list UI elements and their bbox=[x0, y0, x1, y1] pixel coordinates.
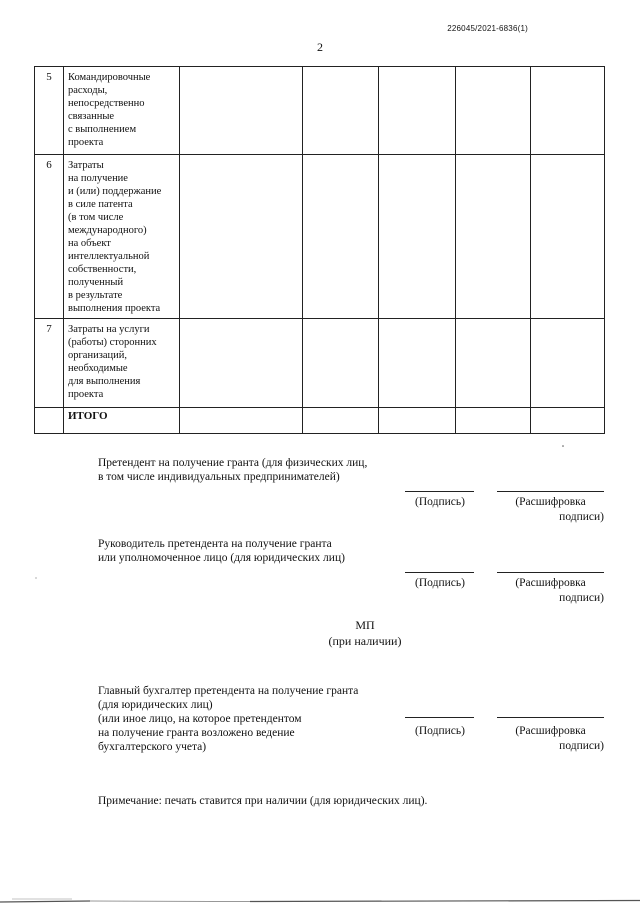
total-label: ИТОГО bbox=[64, 408, 180, 434]
row-number: 5 bbox=[35, 67, 64, 155]
footnote: Примечание: печать ставится при наличии (для юридических лиц). bbox=[98, 795, 428, 807]
row-number: 7 bbox=[35, 319, 64, 408]
row-label: Затраты на получение и (или) поддержание в силе патента (в том числе международного) на объект интеллектуальной собственности, полученный в результате выполнения проекта bbox=[64, 155, 180, 319]
row-number: 6 bbox=[35, 155, 64, 319]
chief-accountant-title: Главный бухгалтер претендента на получение гранта (для юридических лиц) (или иное лицо, на которое претендентом на получение гранта возложено ведение бухгалтерского учета) bbox=[98, 685, 359, 753]
signature-caption: (Подпись) bbox=[415, 577, 465, 589]
signature-caption: (Подпись) bbox=[415, 496, 465, 508]
decoding-caption: (Расшифровка подписи) bbox=[515, 725, 604, 752]
document-id-number: 226045/2021-6836(1) bbox=[447, 24, 528, 33]
scan-bottom-edge bbox=[0, 893, 640, 905]
decoding-caption: (Расшифровка подписи) bbox=[515, 577, 604, 604]
row-label: Командировочные расходы, непосредственно связанные с выполнением проекта bbox=[64, 67, 180, 155]
decoding-caption: (Расшифровка подписи) bbox=[515, 496, 604, 523]
page-number: 2 bbox=[317, 40, 323, 54]
row-label: Затраты на услуги (работы) сторонних организаций, необходимые для выполнения проекта bbox=[64, 319, 180, 408]
signature-caption: (Подпись) bbox=[415, 725, 465, 737]
applicant-individual-title: Претендент на получение гранта (для физических лиц, в том числе индивидуальных предпринимателей) bbox=[98, 457, 368, 483]
applicant-head-title: Руководитель претендента на получение гранта или уполномоченное лицо (для юридических лиц) bbox=[98, 538, 345, 564]
stamp-place: МП (при наличии) bbox=[328, 618, 402, 648]
